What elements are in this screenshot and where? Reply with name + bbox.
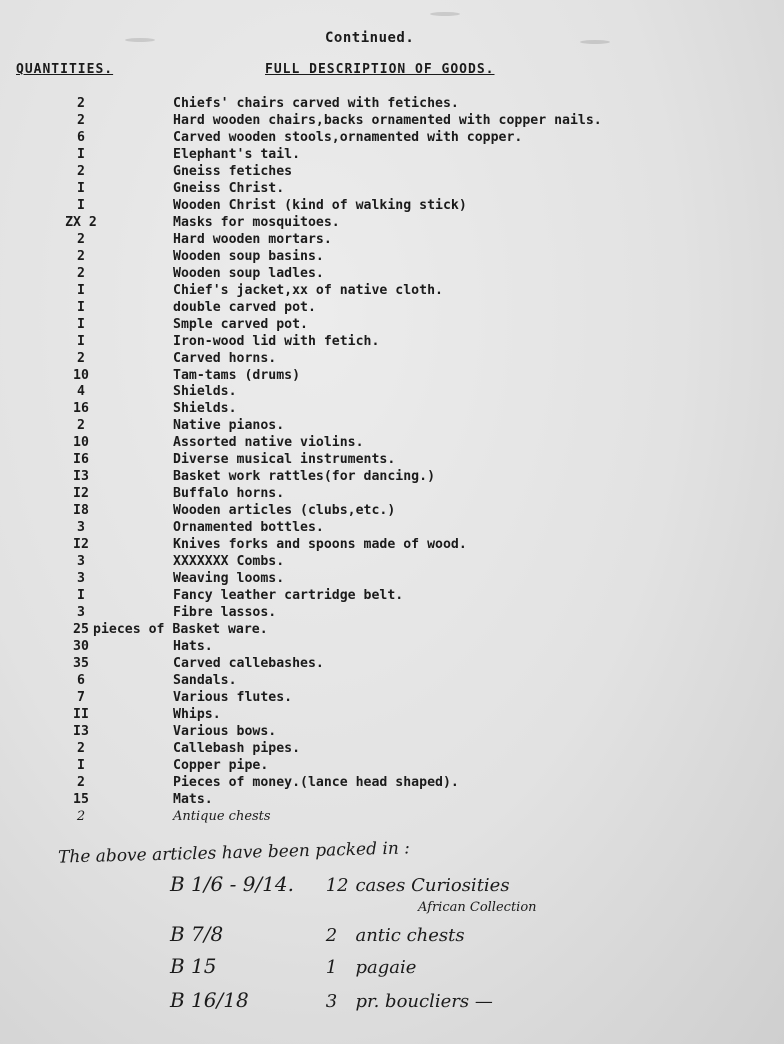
goods-row [0,384,784,401]
item-quantity: 2 [77,96,85,111]
item-description: Callebash pipes. [173,740,301,756]
item-description: Weaving looms. [173,571,285,587]
item-description: Hard wooden chairs,backs ornamented with copper nails. [173,112,602,128]
packing-code: B 1/6 - 9/14. [170,872,294,896]
packing-code: B 16/18 [170,988,249,1012]
item-quantity: I [77,757,85,773]
goods-row [0,334,784,351]
item-quantity: 3 [77,605,85,621]
goods-row [0,707,784,724]
item-quantity: 2 [77,774,85,790]
item-quantity: 2 [76,808,86,824]
goods-row [0,147,784,164]
item-quantity: 6 [77,129,85,145]
item-description: Wooden Christ (kind of walking stick) [173,197,467,213]
item-quantity: 7 [77,689,85,705]
item-quantity: I [77,299,85,315]
goods-row [0,435,784,452]
item-quantity: 3 [77,554,85,570]
packing-desc: cases Curiosities [355,875,510,896]
goods-row [0,690,784,707]
item-description: Pieces of money.(lance head shaped). [173,774,459,790]
item-quantity: I [77,316,85,332]
packing-desc: pr. boucliers — [355,991,493,1012]
item-description: Smple carved pot. [173,316,308,332]
item-quantity: 6 [77,672,85,688]
description-header: FULL DESCRIPTION OF GOODS. [265,62,495,77]
packing-line [170,988,493,1012]
item-description: Ornamented bottles. [173,520,324,536]
item-description: Chiefs' chairs carved with fetiches. [173,96,459,111]
item-description: Buffalo horns. [173,486,285,502]
item-description: Native pianos. [173,418,285,434]
item-description: Knives forks and spoons made of wood. [173,537,467,553]
goods-row [0,96,784,113]
packing-line [170,922,465,946]
paper-speck [580,40,610,44]
goods-row [0,792,784,809]
item-description: Whips. [173,706,221,722]
item-quantity: 10 [73,367,89,383]
goods-row [0,758,784,775]
goods-row [0,300,784,317]
item-quantity: 2 [77,112,85,128]
item-description: Various flutes. [173,689,293,705]
item-quantity: 4 [77,384,85,400]
paper-speck [125,38,155,42]
item-description: Mats. [173,791,213,807]
packing-count: 2 [325,925,338,946]
goods-row [0,571,784,588]
item-description: Gneiss Christ. [173,180,285,196]
goods-row [0,232,784,249]
goods-row [0,656,784,673]
item-quantity: 25 [73,622,89,638]
goods-row [0,537,784,554]
packing-count: 12 [325,875,349,896]
continued-label: Continued. [325,30,415,46]
goods-row [0,724,784,741]
handwritten-note: The above articles have been packed in : [57,838,411,868]
item-description: Carved wooden stools,ornamented with copper. [173,129,523,145]
item-description: Various bows. [173,723,277,739]
item-description: Wooden articles (clubs,etc.) [173,503,396,519]
item-quantity: II [73,706,89,722]
item-quantity: I [77,333,85,349]
goods-row [0,113,784,130]
item-quantity: 2 [77,350,85,366]
goods-row [0,503,784,520]
item-quantity: 10 [73,435,89,451]
item-description: Shields. [173,384,237,400]
item-quantity: I3 [73,723,89,739]
item-description: Carved horns. [173,350,277,366]
goods-row [0,741,784,758]
item-description: Iron-wood lid with fetich. [173,333,380,349]
item-quantity: I [77,197,85,213]
packing-desc: antic chests [355,925,465,946]
item-description: Fibre lassos. [173,605,277,621]
goods-row [0,198,784,215]
paper-speck [430,12,460,16]
item-description: Masks for mosquitoes. [173,214,340,230]
goods-row [0,266,784,283]
packing-desc: pagaie [355,957,417,978]
item-quantity: 2 [77,418,85,434]
goods-row [0,622,784,639]
packing-code: B 7/8 [170,922,224,946]
goods-row [0,368,784,385]
item-quantity: 3 [77,571,85,587]
goods-row [0,249,784,266]
item-description: Wooden soup ladles. [173,265,324,281]
item-quantity: 2 [77,231,85,247]
item-quantity: 2 [77,163,85,179]
item-description: XXXXXXX Combs. [173,554,285,570]
goods-row [0,164,784,181]
item-description: Shields. [173,401,237,417]
packing-count: 1 [325,957,338,978]
goods-row [0,520,784,537]
goods-row [0,418,784,435]
item-quantity: I [77,146,85,162]
goods-row [0,283,784,300]
item-description: Elephant's tail. [173,146,301,162]
goods-row [0,486,784,503]
goods-row [0,452,784,469]
item-description: pieces of Basket ware. [93,622,268,638]
item-description: Copper pipe. [173,757,269,773]
item-description: Hats. [173,639,213,654]
item-quantity: 35 [73,655,89,671]
item-description: Fancy leather cartridge belt. [173,588,404,604]
goods-list [0,96,784,826]
item-description: Carved callebashes. [173,655,324,671]
item-quantity: 15 [73,791,89,807]
goods-row [0,130,784,147]
item-description: double carved pot. [173,299,316,315]
item-quantity: 16 [73,401,89,417]
goods-row [0,605,784,622]
item-quantity: 2 [77,248,85,264]
goods-row [0,588,784,605]
goods-row [0,215,784,232]
item-quantity: I [77,282,85,298]
packing-sub-note: African Collection [418,900,537,915]
item-description: Antique chests [173,808,271,824]
goods-row [0,401,784,418]
item-description: Chief's jacket,xx of native cloth. [173,282,443,298]
item-quantity: 2 [77,265,85,281]
item-quantity: I6 [73,452,89,468]
item-quantity: I [77,588,85,604]
item-quantity: I8 [73,503,89,519]
item-quantity: 2 [77,740,85,756]
item-description: Basket work rattles(for dancing.) [173,469,436,485]
item-quantity: ZX 2 [65,214,97,230]
packing-line [170,872,510,896]
item-description: Hard wooden mortars. [173,231,332,247]
item-description: Tam-tams (drums) [173,367,301,383]
item-quantity: 3 [77,520,85,536]
item-description: Diverse musical instruments. [173,452,396,468]
item-quantity: I [77,180,85,196]
goods-row [0,181,784,198]
item-description: Gneiss fetiches [173,163,293,179]
item-description: Sandals. [173,672,237,688]
item-quantity: 30 [73,639,89,654]
packing-count: 3 [325,991,338,1012]
goods-row [0,469,784,486]
item-description: Wooden soup basins. [173,248,324,264]
quantities-header: QUANTITIES. [16,62,114,77]
goods-row [0,317,784,334]
item-description: Assorted native violins. [173,435,364,451]
item-quantity: I2 [73,486,89,502]
goods-row [0,351,784,368]
packing-line [170,954,416,978]
item-quantity: I3 [73,469,89,485]
goods-row [0,639,784,656]
goods-row [0,673,784,690]
item-quantity: I2 [73,537,89,553]
goods-row [0,554,784,571]
goods-row [0,775,784,792]
goods-row [0,809,784,826]
packing-code: B 15 [170,954,217,978]
